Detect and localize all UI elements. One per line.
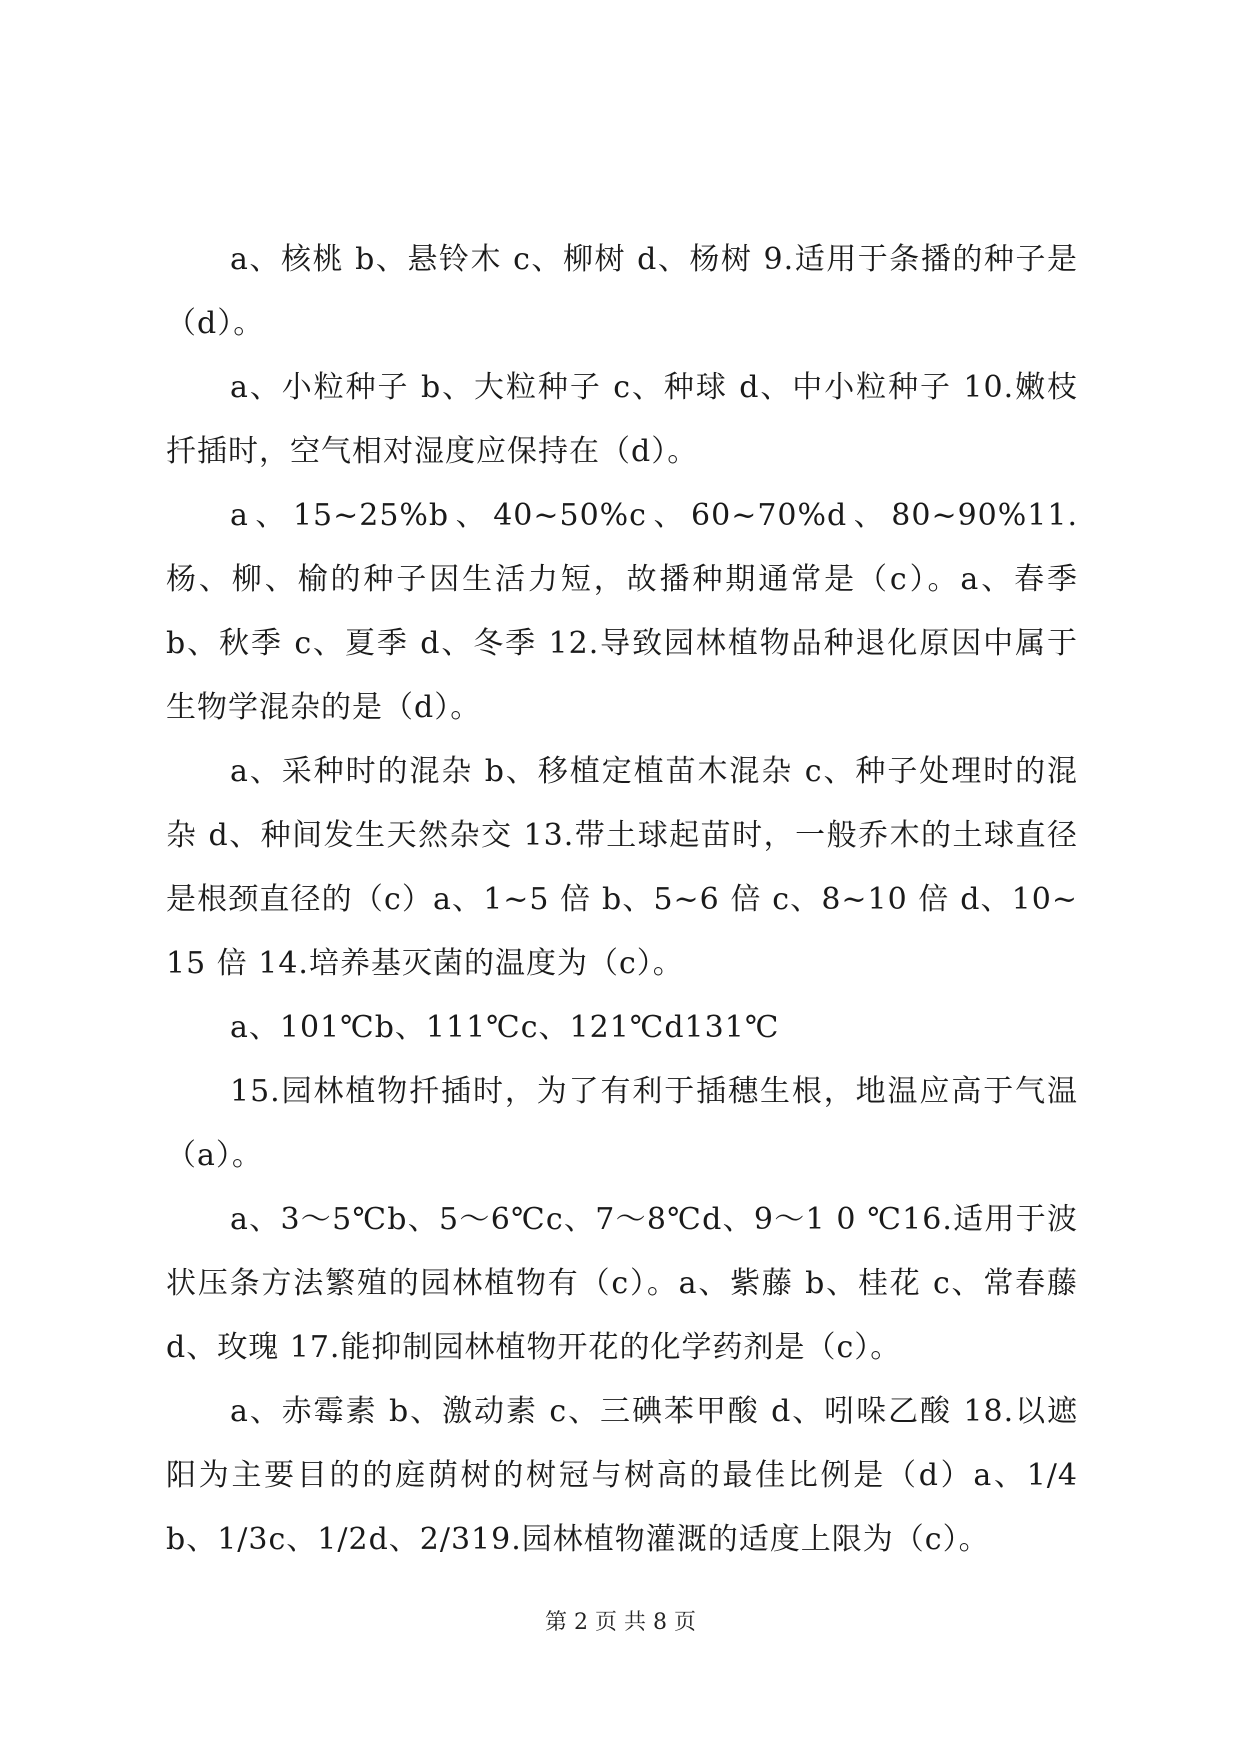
paragraph-3: a、15~25%b、40~50%c、60~70%d、80~90%11.杨、柳、榆的种子因生活力短，故播种期通常是（c）。a、春季 b、秋季 c、夏季 d、冬季 12.导致园林植物品种退化原因中属于生物学混杂的是（d）。	[166, 498, 1078, 725]
paragraph-7: a、3～5℃b、5～6℃c、7～8℃d、9～1 0 ℃16.适用于波状压条方法繁殖的园林植物有（c）。a、紫藤 b、桂花 c、常春藤 d、玫瑰 17.能抑制园林植物开花的化学药剂是（c）。	[166, 1202, 1078, 1365]
paragraph-8: a、赤霉素 b、激动素 c、三碘苯甲酸 d、吲哚乙酸 18.以遮阳为主要目的的庭荫树的树冠与树高的最佳比例是（d）a、1/4b、1/3c、1/2d、2/319.园林植物灌溉的适度上限为（c）。	[166, 1394, 1078, 1557]
paragraph-2: a、小粒种子 b、大粒种子 c、种球 d、中小粒种子 10.嫩枝扦插时，空气相对湿度应保持在（d）。	[166, 370, 1078, 469]
paragraph-5: a、101℃b、111℃c、121℃d131℃	[230, 1010, 780, 1045]
paragraph-4: a、采种时的混杂 b、移植定植苗木混杂 c、种子处理时的混杂 d、种间发生天然杂交 13.带土球起苗时，一般乔木的土球直径是根颈直径的（c）a、1~5 倍 b、5~6 倍 c、8~10 倍 d、10~15 倍 14.培养基灭菌的温度为（c）。	[166, 754, 1078, 981]
page-content	[166, 228, 1078, 1572]
page-number-footer: 第 2 页 共 8 页	[545, 1610, 696, 1635]
paragraph-6: 15.园林植物扦插时，为了有利于插穗生根，地温应高于气温（a）。	[166, 1074, 1078, 1173]
paragraph-1: a、核桃 b、悬铃木 c、柳树 d、杨树 9.适用于条播的种子是（d）。	[166, 242, 1078, 341]
